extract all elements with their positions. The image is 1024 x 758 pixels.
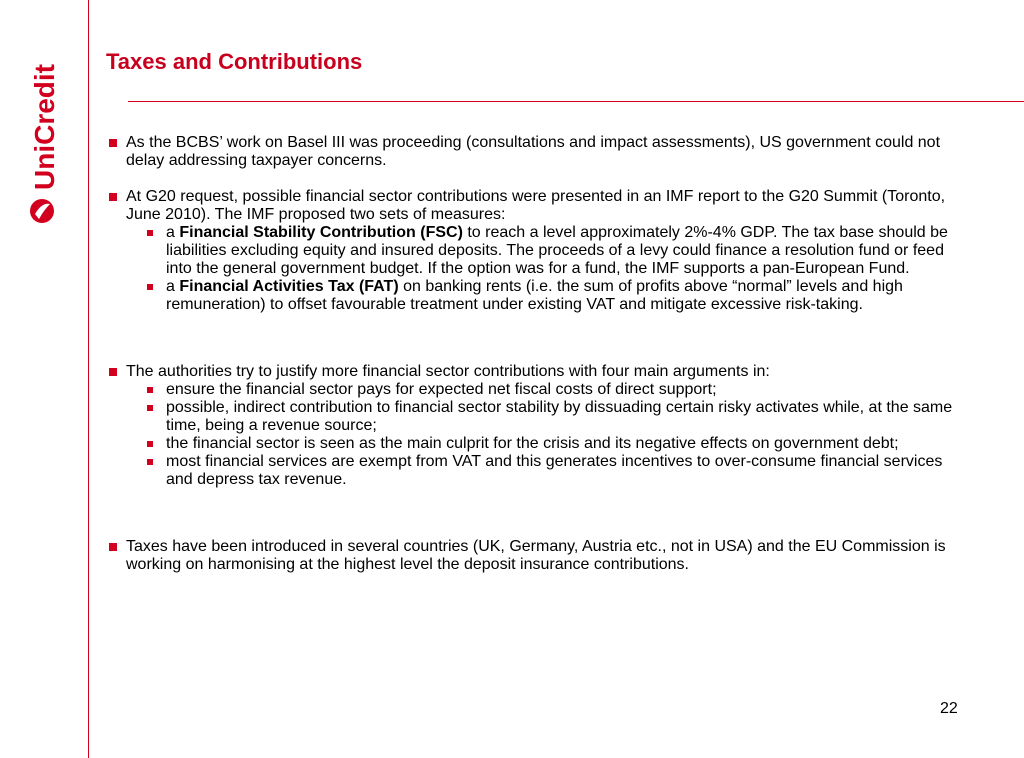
sub-bullet-fsc	[106, 224, 966, 278]
sub-bullet-fsc-text: to reach a level approximately 2%-4% GDP. The tax base should be liabilities excluding equity and insured deposits. The proceeds of a levy could finance a resolution fund or feed into the general government budget. If the option was for a fund, the IMF supports a pan-European Fund.	[166, 224, 948, 277]
slide-title: Taxes and Contributions	[106, 49, 363, 74]
sub-bullet-fat-text: on banking rents (i.e. the sum of profits above “normal” levels and high remuneration) to offset favourable treatment under existing VAT and mitigate excessive risk-taking.	[166, 278, 903, 313]
slide-content	[106, 134, 966, 574]
bullet-authorities-arguments: The authorities try to justify more financial sector contributions with four main arguments in:	[106, 363, 966, 381]
bullet-basel-iii: As the BCBS’ work on Basel III was proceeding (consultations and impact assessments), US government could not delay addressing taxpayer concerns.	[106, 134, 966, 170]
sub-bullet-fat-term: Financial Activities Tax (FAT)	[179, 278, 399, 295]
unicredit-logo-graphic	[26, 38, 62, 228]
sub-bullet-fsc-term: Financial Stability Contribution (FSC)	[179, 224, 463, 241]
bullet-g20-imf-report: At G20 request, possible financial sector contributions were presented in an IMF report to the G20 Summit (Toronto, June 2010). The IMF proposed two sets of measures:	[106, 188, 966, 224]
left-divider-line	[88, 0, 89, 758]
unicredit-logo	[26, 38, 62, 228]
sub-bullet-argument-1: ensure the financial sector pays for expected net fiscal costs of direct support;	[106, 381, 966, 399]
sub-bullet-argument-4: most financial services are exempt from VAT and this generates incentives to over-consume financial services and depress tax revenue.	[106, 453, 966, 489]
title-divider-line	[128, 101, 1024, 102]
sub-bullet-fsc-prefix: a	[166, 224, 180, 241]
sub-bullet-argument-2: possible, indirect contribution to financial sector stability by dissuading certain risky activates while, at the same time, being a revenue source;	[106, 399, 966, 435]
page-number: 22	[940, 700, 958, 717]
sub-bullet-fat	[106, 278, 966, 314]
svg-text:UniCredit: UniCredit	[29, 64, 60, 190]
bullet-taxes-introduced: Taxes have been introduced in several countries (UK, Germany, Austria etc., not in USA) and the EU Commission is working on harmonising at the highest level the deposit insurance contributions.	[106, 538, 966, 574]
sub-bullet-fat-prefix: a	[166, 278, 180, 295]
sub-bullet-argument-3: the financial sector is seen as the main culprit for the crisis and its negative effects on government debt;	[106, 435, 966, 453]
